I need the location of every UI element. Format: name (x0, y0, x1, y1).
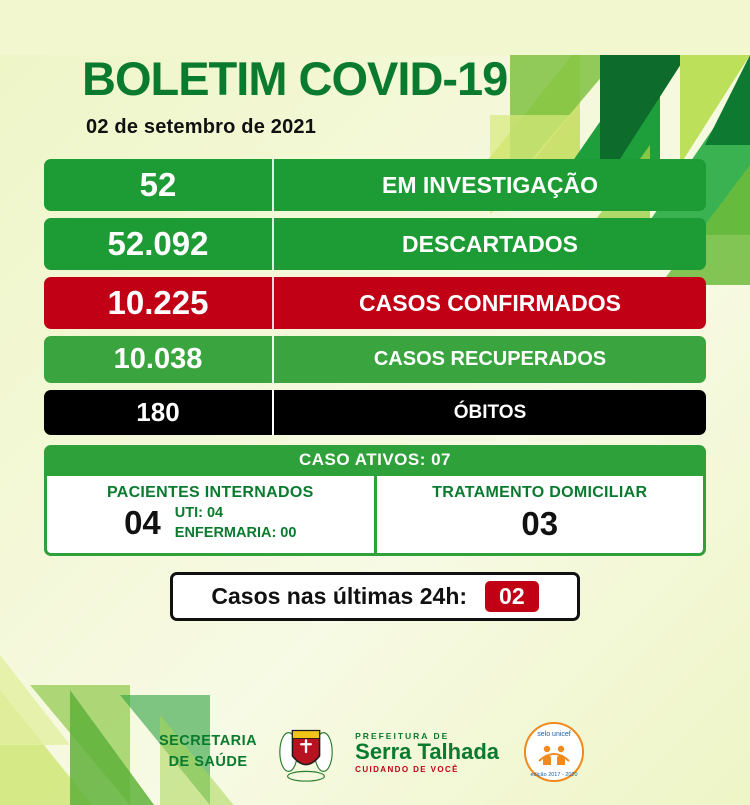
hospitalized-value: 04 (124, 504, 161, 542)
svg-text:edição 2017 - 2020: edição 2017 - 2020 (530, 772, 578, 778)
city-hall-name: Serra Talhada (355, 738, 500, 764)
page-title: BOLETIM COVID-19 (82, 52, 508, 105)
stats-list (44, 159, 706, 435)
active-cases-panel (44, 445, 706, 556)
health-department-line2: DE SAÚDE (168, 754, 248, 770)
stat-value: 180 (44, 390, 274, 435)
home-treatment-value: 03 (521, 505, 559, 542)
unicef-seal-icon (517, 721, 591, 783)
hospitalized-title: PACIENTES INTERNADOS (106, 484, 314, 501)
footer-logos (0, 721, 750, 783)
stat-label: CASOS CONFIRMADOS (359, 289, 621, 316)
health-department-logo (159, 731, 257, 773)
stat-label: EM INVESTIGAÇÃO (382, 171, 598, 198)
stat-label: ÓBITOS (453, 401, 527, 423)
active-cases-heading: CASO ATIVOS: 07 (44, 445, 706, 476)
stat-row-casos-confirmados (44, 277, 706, 329)
coat-of-arms-icon (275, 721, 337, 783)
stat-value: 52.092 (44, 218, 274, 270)
stat-label: CASOS RECUPERADOS (373, 348, 607, 370)
hospitalized-cell (47, 476, 377, 553)
stat-value: 52 (44, 159, 274, 211)
home-treatment-cell (377, 476, 704, 553)
bulletin-date: 02 de setembro de 2021 (86, 116, 317, 138)
hospitalized-enfermaria: ENFERMARIA: 00 (174, 524, 297, 541)
stat-value: 10.225 (44, 277, 274, 329)
city-hall-logo (355, 731, 499, 774)
city-hall-small-text: PREFEITURA DE (355, 730, 450, 741)
bulletin-content (0, 52, 750, 621)
stat-value: 10.038 (44, 336, 274, 383)
health-department-line1: SECRETARIA (158, 732, 258, 749)
hospitalized-uti: UTI: 04 (174, 505, 224, 521)
stat-label: DESCARTADOS (402, 230, 578, 257)
stat-row-descartados (44, 218, 706, 270)
stat-row-casos-recuperados (44, 336, 706, 383)
stat-row-em-investigacao (44, 159, 706, 211)
home-treatment-title: TRATAMENTO DOMICILIAR (432, 484, 648, 501)
stat-row-obitos (44, 390, 706, 435)
city-hall-tagline: CUIDANDO DE VOCÊ (355, 764, 459, 774)
svg-text:selo unicef: selo unicef (537, 731, 571, 738)
last-24h-label: Casos nas últimas 24h: (211, 583, 468, 610)
last-24h-panel (170, 572, 580, 621)
last-24h-value: 02 (485, 581, 539, 612)
